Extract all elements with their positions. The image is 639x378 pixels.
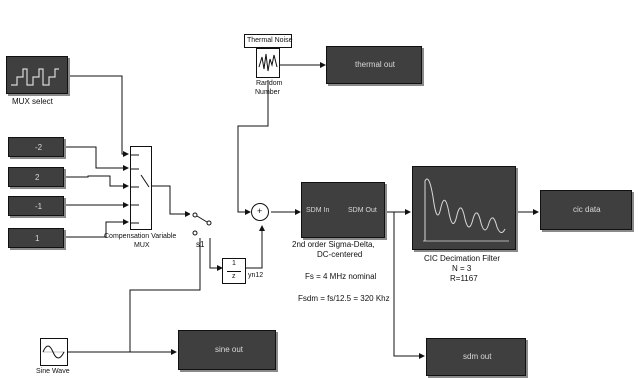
sum-sign: + — [257, 206, 263, 216]
switch-s1-block[interactable] — [190, 206, 212, 238]
constant-block[interactable] — [8, 137, 64, 157]
fsdm-label: Fsdm = fs/12.5 = 320 Khz — [298, 294, 390, 303]
sd-label-line2: DC-centered — [317, 250, 363, 259]
thermal-out-block[interactable] — [326, 46, 422, 84]
sd-output-port: SDM Out — [348, 207, 377, 214]
thermal-noise-title-box — [244, 34, 292, 48]
cic-data-block[interactable] — [540, 190, 632, 230]
thermal-noise-title: Thermal Noise — [247, 37, 293, 44]
constant-block[interactable] — [8, 167, 64, 187]
cic-label-line1: CIC Decimation Filter — [424, 254, 501, 263]
sd-input-port: SDM In — [306, 207, 330, 214]
delay-numerator: 1 — [232, 260, 236, 267]
mux-select-label: MUX select — [12, 97, 53, 106]
switch-label: s1 — [196, 240, 205, 249]
unit-delay-block[interactable] — [222, 258, 246, 284]
constant-block[interactable] — [8, 228, 64, 248]
compensation-mux-block[interactable] — [130, 146, 152, 230]
random-number-label-line2: Number — [255, 89, 280, 96]
delay-denominator: z — [232, 273, 236, 280]
sdm-out-block[interactable] — [426, 338, 526, 376]
sine-wave-label: Sine Wave — [36, 368, 70, 375]
mux-label-line2: MUX — [134, 242, 150, 249]
thermal-out-label: thermal out — [355, 60, 396, 69]
mux-switch-icon — [131, 147, 151, 229]
constant-value: -2 — [35, 143, 43, 152]
constant-value: 1 — [35, 234, 40, 243]
staircase-signal-icon — [7, 57, 67, 93]
sine-out-block[interactable] — [178, 330, 276, 370]
sine-wave-icon — [41, 339, 67, 365]
cic-label-line2: N = 3 — [452, 264, 472, 273]
sum-block[interactable] — [251, 203, 269, 221]
delay-output-label: yn12 — [248, 272, 264, 279]
random-number-label-line1: Random — [256, 80, 283, 87]
sine-out-label: sine out — [215, 345, 244, 354]
sd-label-line1: 2nd order Sigma-Delta, — [292, 240, 375, 249]
delay-fraction-bar — [227, 271, 241, 272]
constant-block[interactable] — [8, 196, 64, 216]
random-signal-icon — [257, 49, 279, 77]
mux-select-source[interactable] — [6, 56, 68, 94]
filter-response-icon — [413, 167, 515, 249]
cic-data-label: cic data — [573, 205, 601, 214]
sigma-delta-block[interactable] — [301, 182, 385, 238]
cic-label-line3: R=1167 — [450, 274, 478, 283]
constant-value: -1 — [35, 202, 43, 211]
cic-decimation-filter-block[interactable] — [412, 166, 516, 250]
random-number-block[interactable] — [256, 48, 280, 78]
constant-value: 2 — [35, 173, 40, 182]
sine-wave-block[interactable] — [40, 338, 68, 366]
fs-label: Fs = 4 MHz nominal — [305, 272, 377, 281]
mux-label-line1: Compensation Variable — [104, 233, 177, 240]
sdm-out-label: sdm out — [463, 352, 492, 361]
switch-icon — [191, 207, 213, 239]
